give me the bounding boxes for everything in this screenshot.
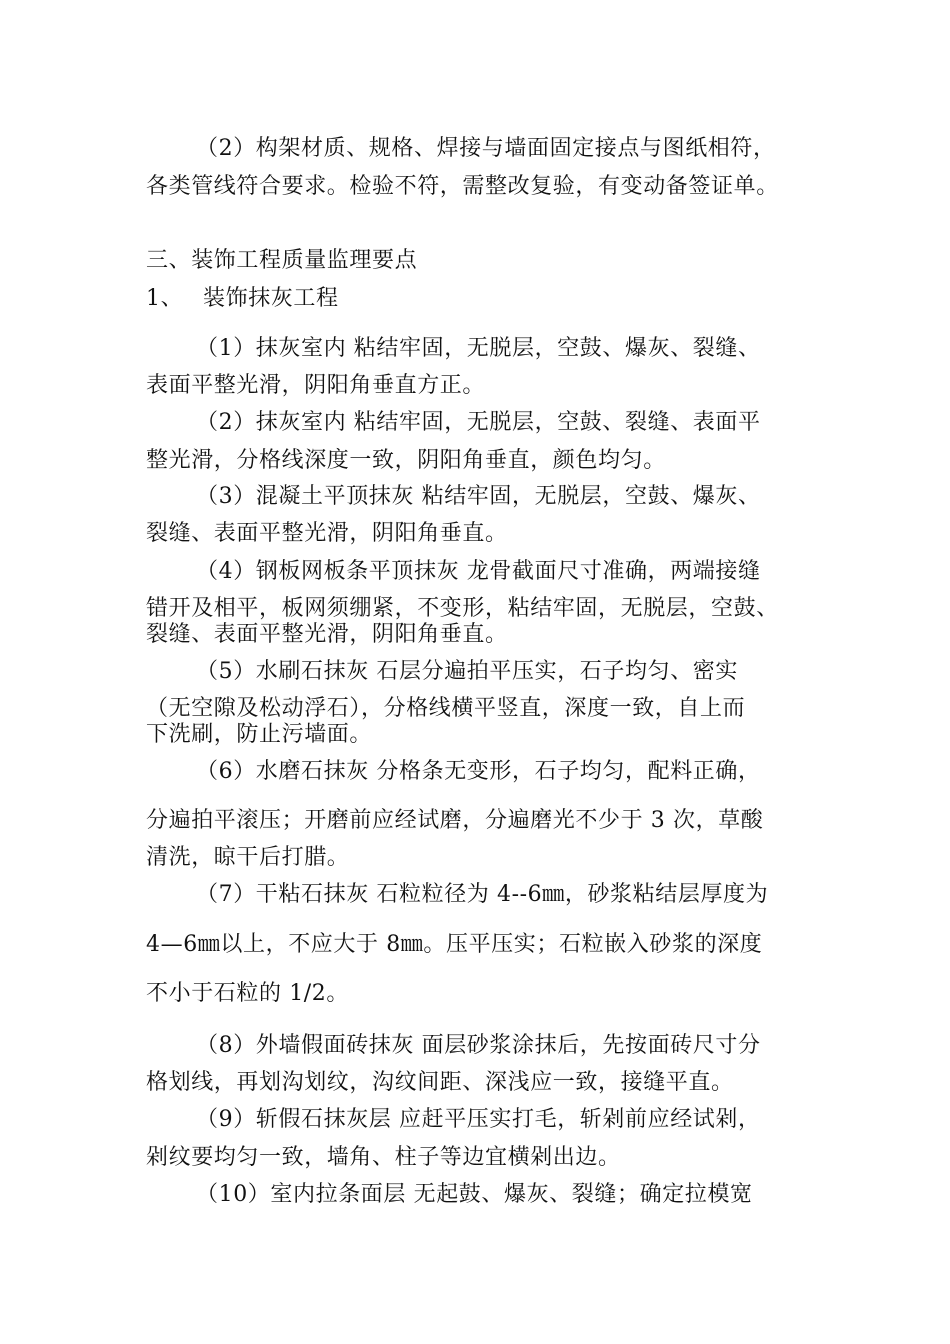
paragraph-line: （9）斩假石抹灰层 应赶平压实打毛，斩剁前应经试剁， xyxy=(196,1107,761,1132)
paragraph-line: 整光滑，分格线深度一致，阴阳角垂直，颜色均匀。 xyxy=(146,448,666,473)
paragraph-line: （2）抹灰室内 粘结牢固，无脱层，空鼓、裂缝、表面平 xyxy=(196,410,761,435)
paragraph-line: （无空隙及松动浮石），分格线横平竖直，深度一致，自上而 xyxy=(146,696,746,721)
paragraph-line: （3）混凝土平顶抹灰 粘结牢固，无脱层，空鼓、爆灰、 xyxy=(196,484,761,509)
paragraph-line: （7）干粘石抹灰 石粒粒径为 4--6㎜，砂浆粘结层厚度为 xyxy=(196,882,769,907)
paragraph-line: （2）构架材质、规格、焊接与墙面固定接点与图纸相符， xyxy=(196,136,776,161)
paragraph-line: 下洗刷，防止污墙面。 xyxy=(146,722,373,747)
paragraph-line: 错开及相平，板网须绷紧，不变形，粘结牢固，无脱层，空鼓、 xyxy=(146,596,779,621)
paragraph-line: （8）外墙假面砖抹灰 面层砂浆涂抹后，先按面砖尺寸分 xyxy=(196,1033,761,1058)
subsection-number: 1、 xyxy=(146,286,184,311)
paragraph-line: （10）室内拉条面层 无起鼓、爆灰、裂缝；确定拉模宽 xyxy=(196,1182,753,1207)
paragraph-line: 不小于石粒的 1/2。 xyxy=(146,981,349,1006)
paragraph-line: （4）钢板网板条平顶抹灰 龙骨截面尺寸准确，两端接缝 xyxy=(196,559,761,584)
paragraph-line: 分遍拍平滚压；开磨前应经试磨，分遍磨光不少于 3 次，草酸 xyxy=(146,808,764,833)
paragraph-line: 各类管线符合要求。检验不符，需整改复验，有变动备签证单。 xyxy=(146,174,779,199)
paragraph-line: 裂缝、表面平整光滑，阴阳角垂直。 xyxy=(146,622,508,647)
paragraph-line: （5）水刷石抹灰 石层分遍拍平压实，石子均匀、密实 xyxy=(196,659,738,684)
paragraph-line: 剁纹要均匀一致，墙角、柱子等边宜横剁出边。 xyxy=(146,1145,621,1170)
paragraph-line: 裂缝、表面平整光滑，阴阳角垂直。 xyxy=(146,521,508,546)
paragraph-line: 4—6㎜以上，不应大于 8㎜。压平压实；石粒嵌入砂浆的深度 xyxy=(146,932,763,957)
paragraph-line: 清洗，晾干后打腊。 xyxy=(146,845,350,870)
subsection-heading: 装饰抹灰工程 xyxy=(203,286,339,311)
section-heading: 三、装饰工程质量监理要点 xyxy=(146,248,418,273)
paragraph-line: （1）抹灰室内 粘结牢固，无脱层，空鼓、爆灰、裂缝、 xyxy=(196,336,761,361)
paragraph-line: （6）水磨石抹灰 分格条无变形，石子均匀，配料正确， xyxy=(196,759,761,784)
paragraph-line: 格划线，再划沟划纹，沟纹间距、深浅应一致，接缝平直。 xyxy=(146,1070,734,1095)
paragraph-line: 表面平整光滑，阴阳角垂直方正。 xyxy=(146,373,486,398)
